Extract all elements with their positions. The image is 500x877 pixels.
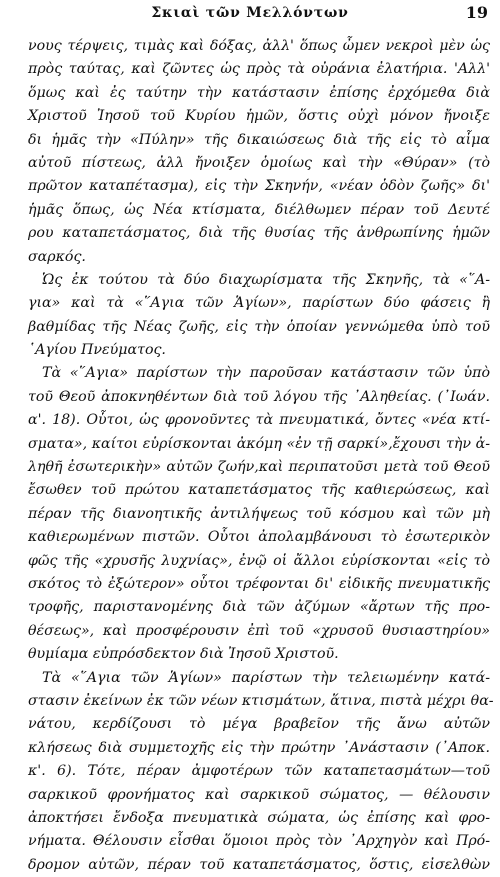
paragraph-start-line: Τὰ «῞Αγια τῶν Ἁγίων» παρίστων τὴν τελειωμένην κατά- [42,669,490,686]
text-line: τροφῆς, παριστανομένης διὰ τῶν ἀζύμων «ἄρτων τῆς προ- [28,599,490,616]
text-line: σαρκός. [28,248,86,265]
text-line: για» καὶ τὰ «῞Αγια τῶν Ἁγίων», παρίστων δύο φάσεις ἢ [28,295,490,312]
text-line: ρου καταπετάσματος, διὰ τῆς θυσίας τῆς ἀνθρωπίνης ἡμῶν [28,225,490,242]
body-text [28,35,494,877]
text-line: νάτου, κερδίζουσι τὸ μέγα βραβεῖον τῆς ἄνω αὐτῶν [28,716,490,733]
text-line: ἀποκτήσει ἔνδοξα πνευματικὰ σώματα, ὡς ἐπίσης καὶ φρο- [28,809,490,826]
text-line: σκότος τὸ ἐξώτερον» οὗτοι τρέφονται δι' εἰδικῆς πνευματικῆς [28,575,490,592]
text-line: δι ἡμᾶς τὴν «Πύλην» τῆς δικαιώσεως διὰ τῆς εἰς τὸ αἷμα [28,131,490,148]
text-line: θυμίαμα εὐπρόσδεκτον διὰ Ἰησοῦ Χριστοῦ. [28,646,339,663]
text-line: στασιν ἐκείνων ἐκ τῶν νέων κτισμάτων, ἅτινα, πιστὰ μέχρι θα- [28,692,494,709]
paragraph-start-line: Ὡς ἐκ τούτου τὰ δύο διαχωρίσματα τῆς Σκηνῆς, τὰ «῞Α- [42,271,490,288]
text-line: σαρκικοῦ φρονήματος καὶ σαρκικοῦ σώματος, — θέλουσιν [28,786,490,803]
text-line: ῾Αγίου Πνεύματος. [28,342,166,359]
text-line: σματα», καίτοι εὑρίσκονται ἀκόμη «ἐν τῇ σαρκί»,ἔχουσι τὴν ἀ- [28,435,490,452]
text-line: πρῶτον καταπέτασμα), εἰς τὴν Σκηνήν, «νέαν ὁδὸν ζωῆς» δι' [28,178,490,195]
text-line: α'. 18). Οὗτοι, ὡς φρονοῦντες τὰ πνευματικά, ὄντες «νέα κτί- [28,412,490,429]
text-line: φῶς τῆς «χρυσῆς λυχνίας», ἐνῷ οἱ ἄλλοι εὑρίσκονται «εἰς τὸ [28,552,490,569]
text-line: θέσεως», καὶ προσφέρουσιν ἐπὶ τοῦ «χρυσοῦ θυσιαστηρίου» [28,622,490,639]
text-line: πρὸς ταύτας, καὶ ζῶντες ὡς πρὸς τὰ οὐράνια ἐλατήρια. 'Αλλ' [28,61,490,78]
text-line: καθιερωμένων πιστῶν. Οὗτοι ἀπολαμβάνουσι τὸ ἐσωτερικὸν [28,529,490,546]
text-line: κλήσεως διὰ συμμετοχῆς εἰς τὴν πρώτην ᾿Ανάστασιν (᾿Αποκ. [28,739,490,756]
text-line: ὅμως καὶ ἐς ταύτην τὴν κατάστασιν ἐπίσης ἐρχόμεθα διὰ [28,84,490,101]
paragraph-start-line: Τὰ «῞Αγια» παρίστων τὴν παροῦσαν κατάστασιν τῶν ὑπὸ [42,365,490,382]
text-line: δρομον αὐτῶν, πέραν τοῦ καταπετάσματος, ὅστις, εἰσελθὼν [28,856,490,873]
page-number: 19 [465,3,488,22]
text-line: ληθῆ ἐσωτερικὴν» αὐτῶν ζωήν,καὶ περιπατοῦσι μετὰ τοῦ Θεοῦ [28,459,490,476]
text-line: νήματα. Θέλουσιν εἶσθαι ὅμοιοι πρὸς τὸν ᾿Αρχηγὸν καὶ Πρό- [28,833,490,850]
page-header [0,2,500,28]
text-line: βαθμίδας τῆς Νέας ζωῆς, εἰς τὴν ὁποίαν γεννώμεθα ὑπὸ τοῦ [28,318,490,335]
text-line: ἡμᾶς ὅπως, ὡς Νέα κτίσματα, διέλθωμεν πέραν τοῦ Δευτέ [28,201,490,218]
text-line: αὐτοῦ πίστεως, ἀλλ ἤνοιξεν ὁμοίως καὶ τὴν «Θύραν» (τὸ [28,154,490,171]
text-line: νους τέρψεις, τιμὰς καὶ δόξας, ἀλλ' ὅπως ὦμεν νεκροὶ μὲν ὡς [28,38,490,54]
text-line: κ'. 6). Τότε, πέραν ἀμφοτέρων τῶν καταπετασμάτων—τοῦ [28,763,490,780]
text-line: Χριστοῦ Ἰησοῦ τοῦ Κυρίου ἡμῶν, ὅστις οὐχὶ μόνον ἤνοιξε [28,108,490,125]
running-title: Σκιαὶ τῶν Μελλόντων [151,5,349,21]
text-line: τοῦ Θεοῦ ἀποκνηθέντων διὰ τοῦ λόγου τῆς ᾿Αληθείας. (᾿Ιωάν. [28,388,490,405]
text-line: πέραν τῆς διανοητικῆς ἀντιλήψεως τοῦ κόσμου καὶ τῶν μὴ [28,505,490,522]
text-line: ἔσωθεν τοῦ πρώτου καταπετάσματος τῆς καθιερώσεως, καὶ [28,482,490,499]
